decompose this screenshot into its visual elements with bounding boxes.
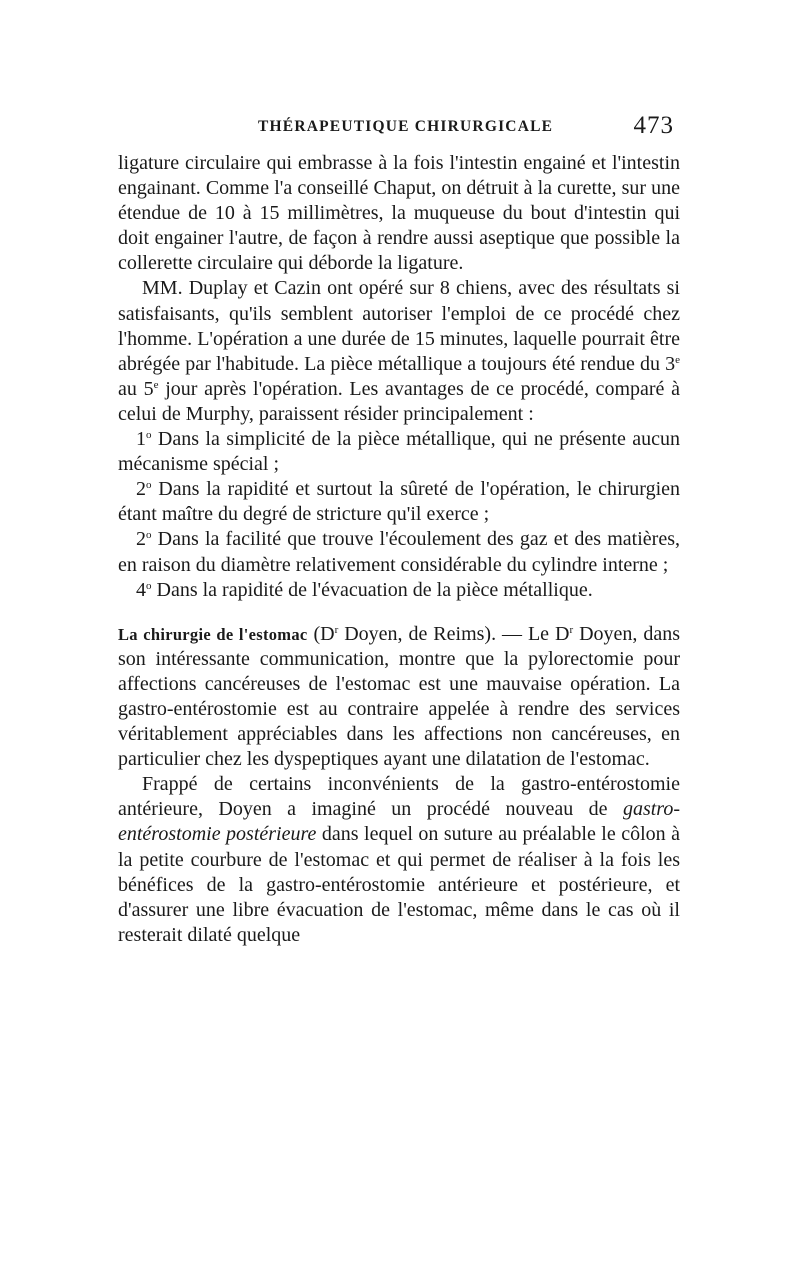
list-item xyxy=(118,578,680,603)
paragraph-text: Doyen, de Reims). — Le D xyxy=(338,622,570,645)
paragraph-text: MM. Duplay et Cazin ont opéré sur 8 chiens, avec des résultats si satisfaisants, qu'ils semblent autoriser l'emploi de ce procédé chez l'homme. L'opération a une durée de 15 minutes, laquelle pourrait être abrégée par l'habitude. La pièce métallique a toujours été rendue du 3 xyxy=(118,277,680,375)
paragraph-text: Doyen, dans son intéressante communication, montre que la pylorectomie pour affections cancéreuses de l'estomac est une mauvaise opération. La gastro-entérostomie est au contraire appelée à rendre des services véritablement appréciables dans les affections non cancéreuses, en particulier chez les dyspeptiques ayant une dilatation de l'estomac. xyxy=(118,622,681,771)
ordinal-superscript: o xyxy=(146,479,152,492)
ordinal-superscript: o xyxy=(146,429,152,442)
paragraph-text: Frappé de certains inconvénients de la gastro-entérostomie antérieure, Doyen a imaginé un procédé nouveau de xyxy=(118,773,680,821)
list-number: 1 xyxy=(136,428,146,451)
paragraph-continuation xyxy=(118,151,680,276)
italic-term: gastro-entérostomie postérieure xyxy=(118,798,680,846)
list-item xyxy=(118,427,680,477)
paragraph-text: dans lequel on suture au préalable le côlon à la petite courbure de l'estomac et qui permet de réaliser à la fois les bénéfices de la gastro-entérostomie antérieure et postérieure, et d'assurer une libre évacuation de l'estomac, même dans le cas où il resterait dilaté quelque xyxy=(118,823,681,946)
paragraph-doyen-procedure xyxy=(118,772,680,948)
list-number: 4 xyxy=(136,578,146,601)
body-text xyxy=(118,151,680,948)
page-number: 473 xyxy=(633,112,674,139)
page-header xyxy=(118,112,680,142)
abbrev-superscript: r xyxy=(334,623,339,636)
list-text: Dans la facilité que trouve l'écoulement des gaz et des matières, en raison du diamètre relativement considérable du cylindre interne ; xyxy=(118,528,680,576)
ordinal-superscript: e xyxy=(675,353,680,366)
list-text: Dans la rapidité et surtout la sûreté de l'opération, le chirurgien étant maître du degré de stricture qu'il exerce ; xyxy=(118,478,680,526)
running-title: THÉRAPEUTIQUE CHIRURGICALE xyxy=(258,118,554,135)
abbrev-superscript: r xyxy=(569,623,574,636)
ordinal-superscript: e xyxy=(153,378,159,391)
ordinal-superscript: o xyxy=(146,529,152,542)
section-paragraph xyxy=(118,622,680,773)
paragraph-duplay-cazin xyxy=(118,276,680,427)
list-number: 2 xyxy=(136,528,146,551)
list-item xyxy=(118,527,680,577)
list-text: Dans la rapidité de l'évacuation de la pièce métallique. xyxy=(151,578,593,601)
paragraph-text: ligature circulaire qui embrasse à la fois l'intestin engainé et l'intestin engainant. Comme l'a conseillé Chaput, on détruit à la curette, sur une étendue de 10 à 15 millimètres, la muqueuse du bout d'intestin qui doit engainer l'autre, de façon à rendre aussi aseptique que possible la collerette circulaire qui déborde la ligature. xyxy=(118,152,680,275)
ordinal-superscript: o xyxy=(146,579,152,592)
list-text: Dans la simplicité de la pièce métallique, qui ne présente aucun mécanisme spécial ; xyxy=(118,428,680,476)
paragraph-text: (D xyxy=(307,622,335,645)
list-number: 2 xyxy=(136,478,146,501)
section-heading: La chirurgie de l'estomac xyxy=(118,624,308,644)
paragraph-text: jour après l'opération. Les avantages de ce procédé, comparé à celui de Murphy, paraissent résider principalement : xyxy=(118,377,680,425)
paragraph-text: au 5 xyxy=(118,377,154,400)
list-item xyxy=(118,477,680,527)
